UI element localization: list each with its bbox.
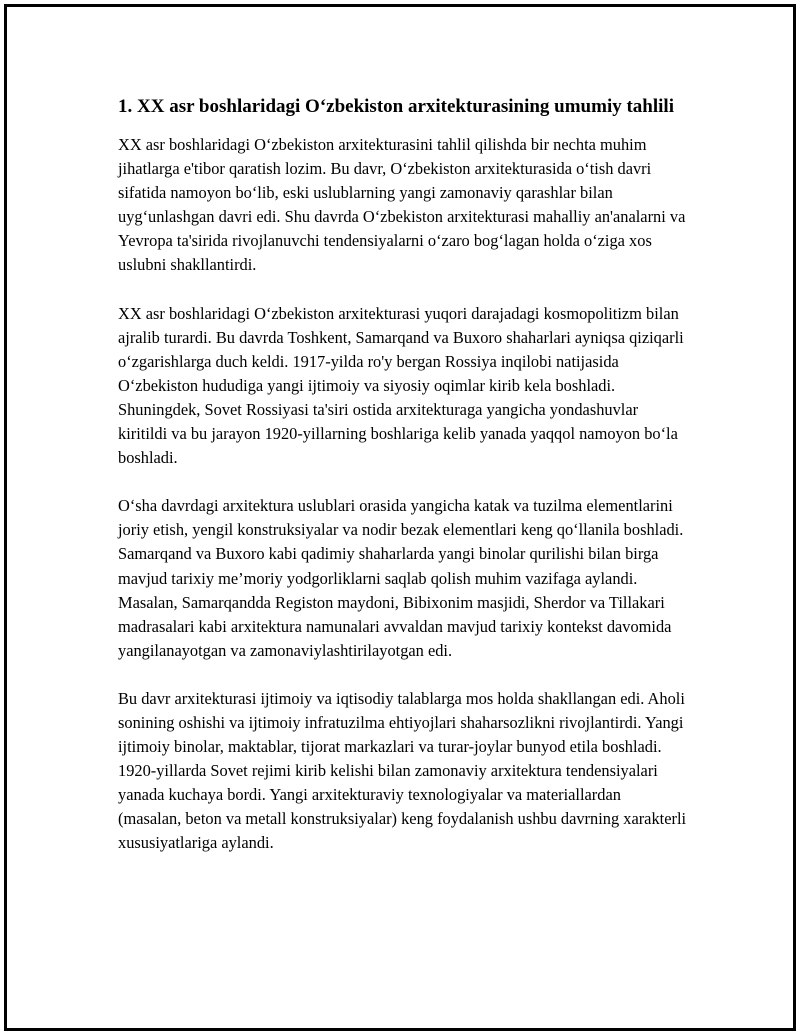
document-body bbox=[118, 94, 688, 880]
paragraph-4: Bu davr arxitekturasi ijtimoiy va iqtisodiy talablarga mos holda shakllangan edi. Aholi sonining oshishi va ijtimoiy infratuzilma ehtiyojlari shaharsozlikni rivojlantirdi. Yangi ijtimoiy binolar, maktablar, tijorat markazlari va turar-joylar bunyod etila boshladi. 1920-yillarda Sovet rejimi kirib kelishi bilan zamonaviy arxitektura tendensiyalari yanada kuchaya bordi. Yangi arxitekturaviy texnologiyalar va materiallardan (masalan, beton va metall konstruksiyalar) keng foydalanish ushbu davrning xarakterli xususiyatlariga aylandi. bbox=[118, 688, 687, 853]
paragraph-2: XX asr boshlaridagi O‘zbekiston arxitekturasi yuqori darajadagi kosmopolitizm bilan ajralib turardi. Bu davrda Toshkent, Samarqand va Buxoro shaharlari ayniqsa qiziqarli o‘zgarishlarga duch keldi. 1917-yilda ro'y bergan Rossiya inqilobi natijasida O‘zbekiston hududiga yangi ijtimoiy va siyosiy oqimlar kirib kela boshladi. Shuningdek, Sovet Rossiyasi ta'siri ostida arxitekturaga yangicha yondashuvlar kiritildi va bu jarayon 1920-yillarning boshlariga kelib yanada yaqqol namoyon bo‘la boshladi. bbox=[118, 303, 684, 468]
section-heading: 1. XX asr boshlaridagi O‘zbekiston arxitekturasining umumiy tahlili bbox=[118, 96, 674, 117]
paragraph-1: XX asr boshlaridagi O‘zbekiston arxitekturasini tahlil qilishda bir nechta muhim jihatlarga e'tibor qaratish lozim. Bu davr, O‘zbekiston arxitekturasida o‘tish davri sifatida namoyon bo‘lib, eski uslublarning yangi zamonaviy qarashlar bilan uyg‘unlashgan davri edi. Shu davrda O‘zbekiston arxitekturasi mahalliy an'analarni va Yevropa ta'sirida rivojlanuvchi tendensiyalarni o‘zaro bog‘lagan holda o‘ziga xos uslubni shakllantirdi. bbox=[118, 135, 686, 275]
paragraph-3: O‘sha davrdagi arxitektura uslublari orasida yangicha katak va tuzilma elementlarini joriy etish, yengil konstruksiyalar va nodir bezak elementlari keng qo‘llanila boshladi. Samarqand va Buxoro kabi qadimiy shaharlarda yangi binolar qurilishi bilan birga mavjud tarixiy me’moriy yodgorliklarni saqlab qolish muhim vazifaga aylandi. Masalan, Samarqandda Registon maydoni, Bibixonim masjidi, Sherdor va Tillakari madrasalari kabi arxitektura namunalari avvaldan mavjud tarixiy kontekst davomida yangilanayotgan va zamonaviylashtirilayotgan edi. bbox=[118, 496, 684, 660]
